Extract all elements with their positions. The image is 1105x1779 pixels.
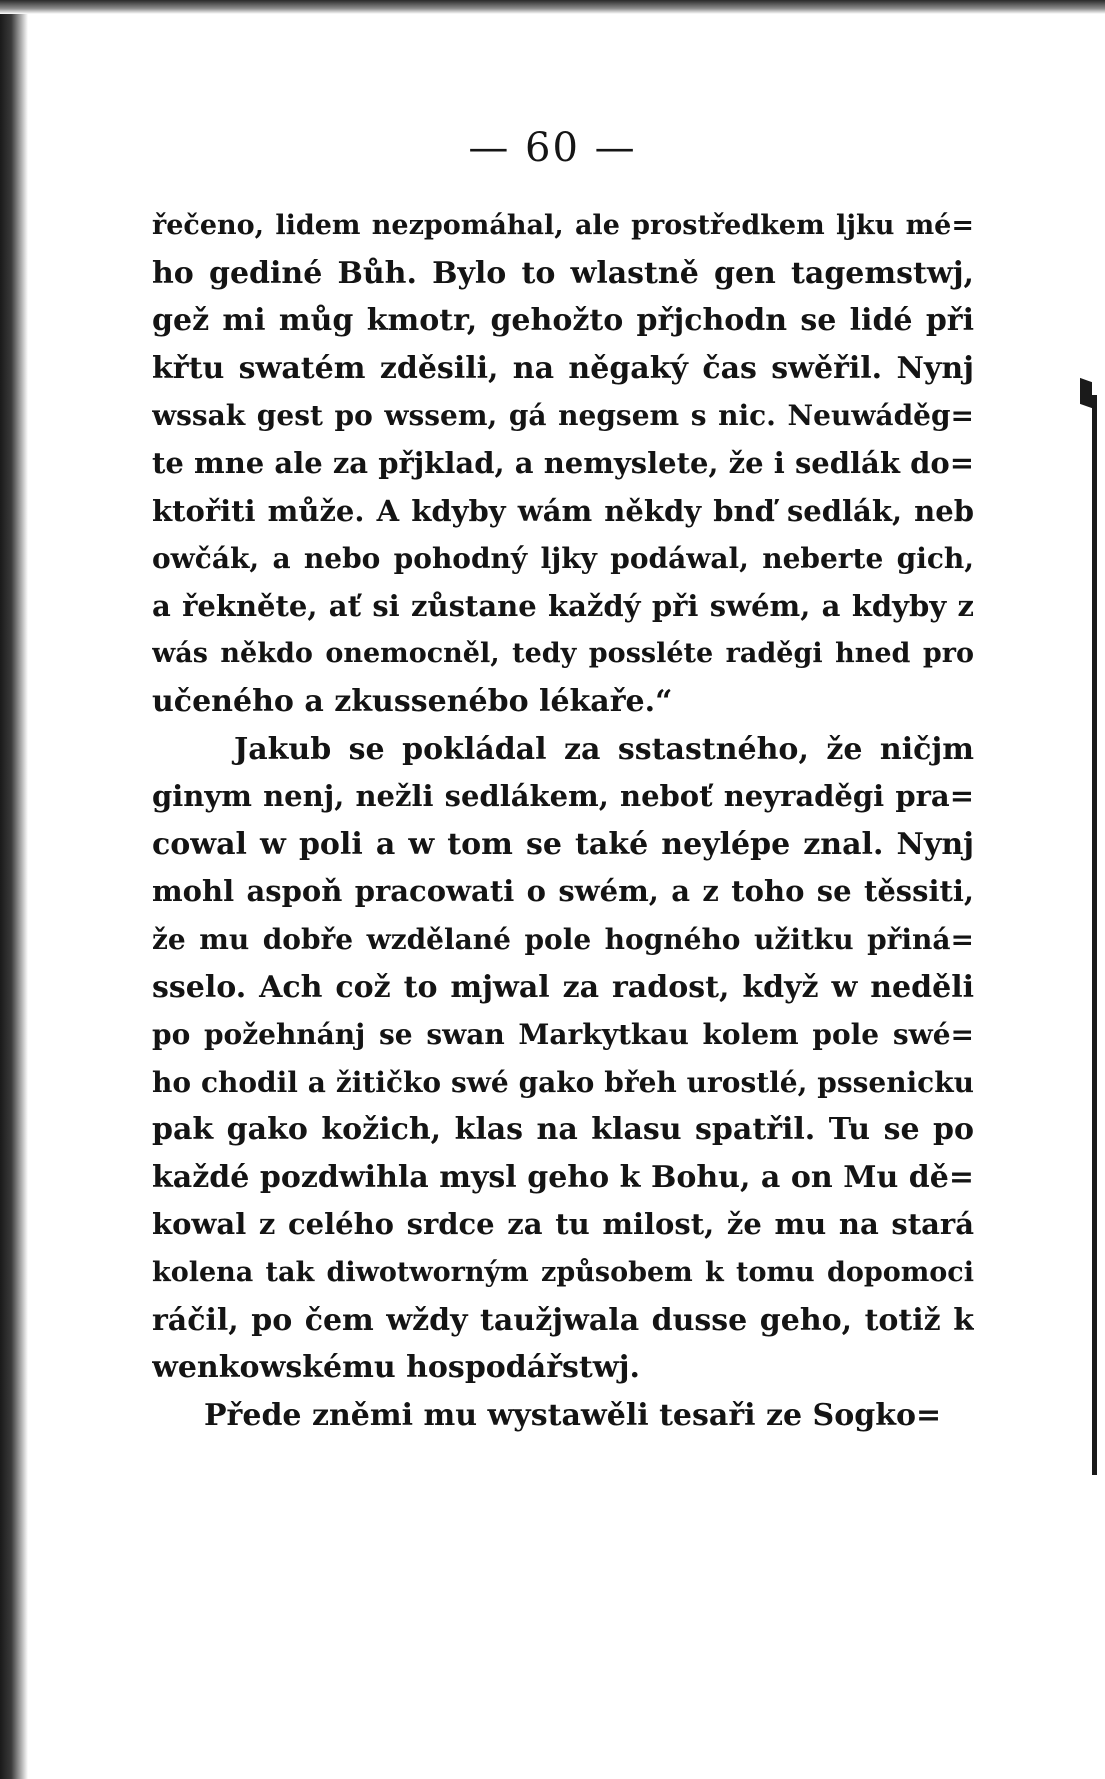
text-line: wssak gest po wssem, gá negsem s nic. Neuwáděg= [152,399,974,433]
text-line: učeného a zkussenébo lékaře.“ [152,683,673,719]
text-line: sselo. Ach což to mjwal za radost, když w neděli [152,969,974,1005]
text-line: ho gediné Bůh. Bylo to wlastně gen tagemstwj, [152,255,974,291]
text-line: owčák, a nebo pohodný ljky podáwal, neberte gich, [152,542,974,576]
text-line: ktořiti může. A kdyby wám někdy bnď sedlák, neb [152,493,974,528]
text-line: Přede zněmi mu wystawěli tesaři ze Sogko= [204,1397,942,1433]
text-line: pak gako kožich, klas na klasu spatřil. Tu se po [152,1112,974,1148]
text-line: gež mi můg kmotr, gehožto přjchodn se lidé při [152,303,974,339]
page-edge-rule [1092,395,1097,1475]
scan-left-shadow [0,0,28,1779]
text-line: křtu swatém zděsili, na něgaký čas swěřil. Nynj [152,350,974,386]
text-line: kolena tak diwotworným způsobem k tomu dopomoci [152,1257,974,1289]
text-line: cowal w poli a w tom se také neylépe znal. Nynj [152,826,974,862]
text-line: že mu dobře wzdělané pole hogného užitku přiná= [152,922,974,956]
scan-top-shadow [0,0,1105,14]
text-line: a řekněte, ať si zůstane každý při swém, a kdyby z [152,588,974,623]
text-line: wás někdo onemocněl, tedy possléte raděgi hned pro [152,638,974,670]
text-line: po požehnánj se swan Markytkau kolem pole swé= [152,1018,974,1052]
text-line: Jakub se pokládal za sstastného, že ničjm [234,731,974,767]
text-line: řečeno, lidem nezpomáhal, ale prostředkem ljku mé= [152,210,974,241]
page-edge-mark [1080,378,1092,408]
text-line: ginym nenj, nežli sedlákem, neboť neyraděgi pra= [152,779,974,814]
text-line: ráčil, po čem wždy taužjwala dusse geho, totiž k [152,1302,974,1338]
text-line: te mne ale za přjklad, a nemyslete, že i sedlák do= [152,445,974,480]
text-line: ho chodil a žitičko swé gako břeh urostlé, pssenicku [152,1065,974,1099]
text-line: každé pozdwihla mysl geho k Bohu, a on Mu dě= [152,1159,974,1195]
text-line: wenkowskému hospodářstwj. [152,1350,640,1386]
body-text [152,202,974,1439]
text-line: mohl aspoň pracowati o swém, a z toho se těssiti, [152,874,974,909]
page-number: — 60 — [468,125,637,171]
text-line: kowal z celého srdce za tu milost, že mu na stará [152,1207,974,1242]
